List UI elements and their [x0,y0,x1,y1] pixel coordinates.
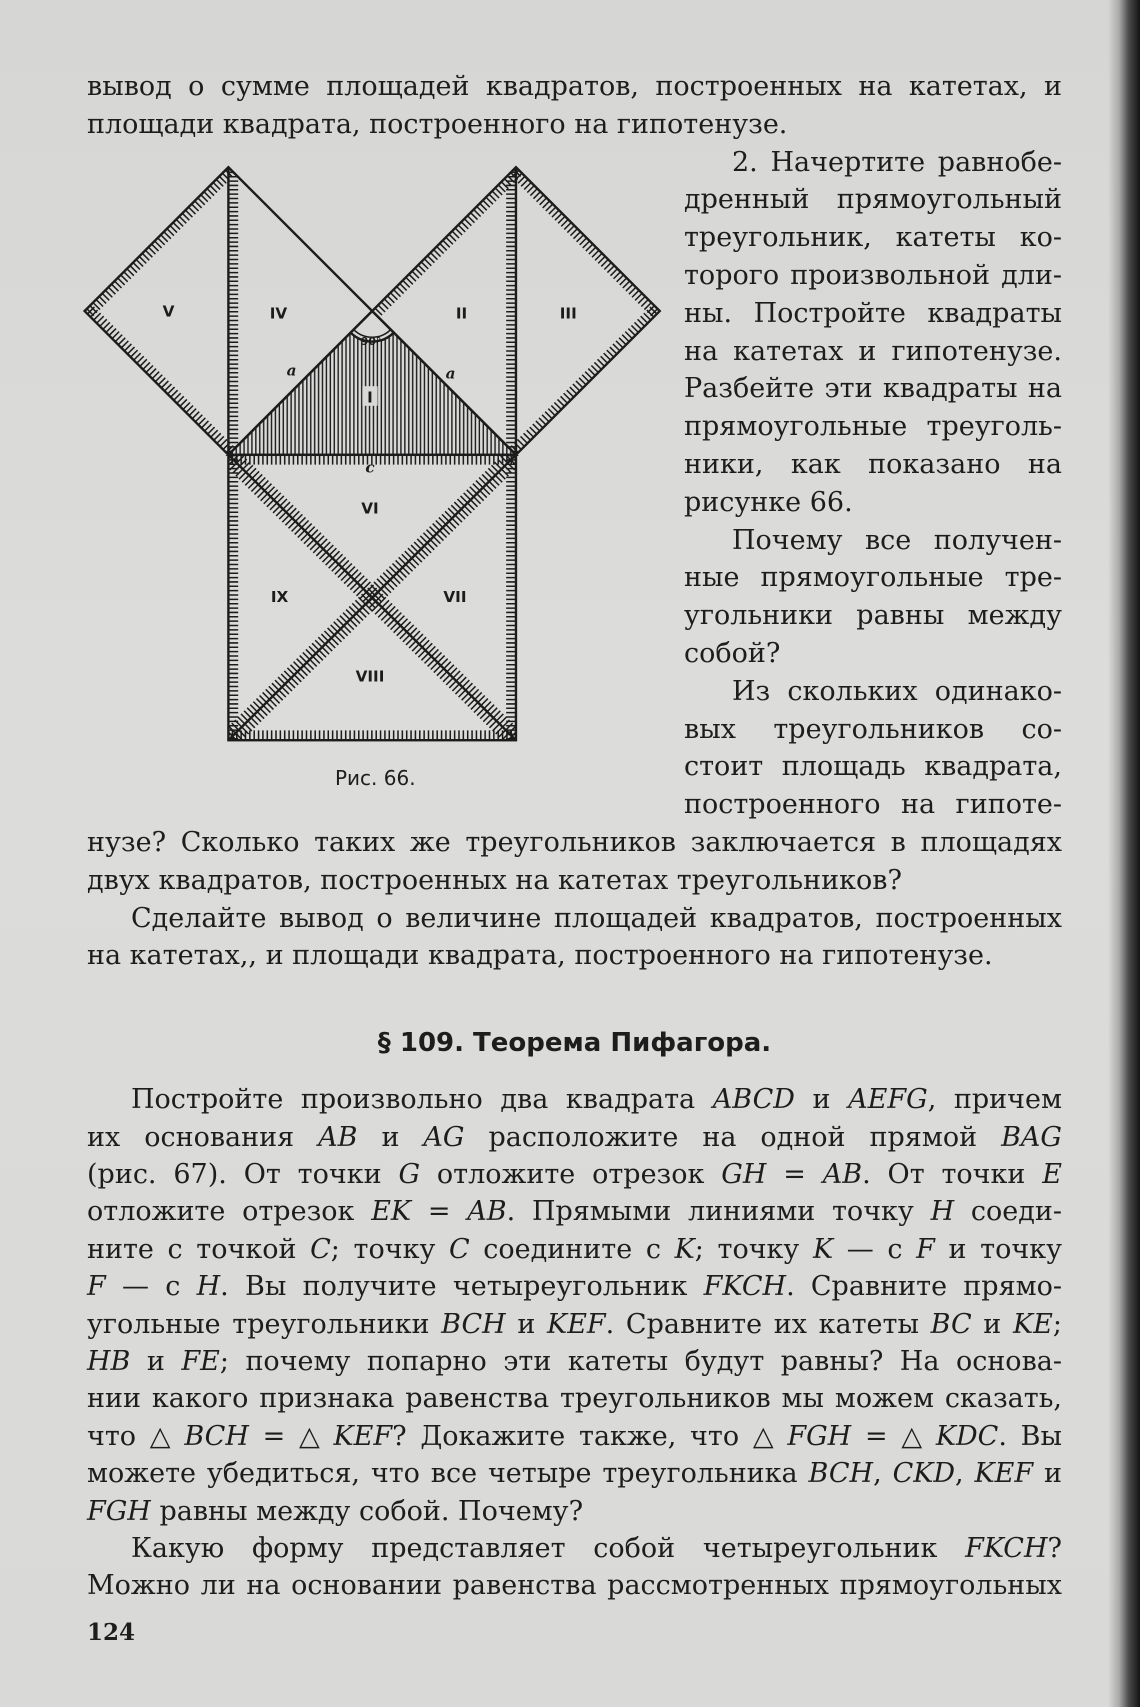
point-name: AEFG [848,1084,928,1116]
text-line: нии какого признака равенства треугольников мы можем сказать, [87,1383,1062,1415]
point-name: KE [1012,1308,1053,1340]
text-line: торого произвольной дли- [684,260,1062,292]
text-line: на катетах и гипотенузе. [684,335,1062,367]
text-line: на катетах,, и площади квадрата, построенного на гипотенузе. [87,940,993,972]
point-name: KEF [333,1420,393,1452]
hatch-rail [84,304,235,455]
figure-caption: Рис. 66. [335,766,416,790]
text-line: вывод о сумме площадей квадратов, построенных на катетах, и [87,71,1062,103]
text-line: нузе? Сколько таких же треугольников заключается в площадях [87,827,1062,859]
text-line: 2. Начертите равнобе- [732,146,1062,178]
text-line: построенного на гипоте- [684,789,1062,821]
right-angle-label: 90° [360,334,382,348]
region-label-ii: II [455,304,468,323]
region-label-vi: VI [361,499,379,518]
text-line: ные прямоугольные тре- [684,562,1062,594]
point-name: K [674,1233,695,1265]
point-name: BAG [1001,1121,1062,1153]
text-line: ните с точкой C; точку C соедините с K; точку K — с F и точку [87,1233,1062,1265]
point-name: FGH [787,1420,852,1452]
point-name: FGH [87,1495,151,1527]
point-name: F [87,1271,106,1303]
point-name: KEF [974,1458,1034,1490]
hypotenuse-label: c [365,458,375,477]
point-name: BCH [808,1458,874,1490]
point-name: G [398,1159,421,1191]
point-name: C [310,1233,331,1265]
text-line: двух квадратов, построенных на катетах треугольников? [87,864,902,896]
hatch-rail [509,304,660,455]
point-name: AB [318,1121,358,1153]
hatch-rail [84,167,235,321]
point-name: BCH [441,1308,506,1340]
hatch-rail [509,167,660,318]
text-line: F — с H. Вы получите четыреугольник FKCH. Сравните прямо- [87,1271,1062,1303]
text-line: ники, как показано на [684,449,1062,481]
text-line: собой? [684,638,781,670]
text-line: Постройте произвольно два квадрата ABCD и AEFG, причем [131,1084,1062,1116]
region-label-vii: VII [443,587,467,606]
point-name: H [196,1271,221,1303]
point-name: C [448,1233,470,1265]
point-name: FKCH [703,1271,787,1303]
text-line: отложите отрезок EK = AB. Прямыми линиями точку H соеди- [87,1196,1062,1228]
right-triangle [228,311,516,455]
region-label-ix: IX [270,587,289,606]
text-line: прямоугольные треуголь- [684,411,1062,443]
text-line: Почему все получен- [732,524,1062,556]
text-line: Можно ли на основании равенства рассмотренных прямоугольных [87,1570,1062,1602]
leg-label-right: a [445,364,456,383]
text-line: Какую форму представляет собой четыреугольник FKCH? [131,1532,1062,1564]
point-name: AG [423,1121,465,1153]
point-name: KEF [547,1308,606,1340]
region-label-iii: III [559,304,577,323]
task-2-continuation [87,824,1062,975]
point-name: F [916,1233,935,1265]
point-name: GH [721,1159,767,1191]
text-line: вых треугольников со- [684,713,1062,745]
figure-66 [65,152,675,762]
task-2-column [684,144,1062,824]
region-label-v: V [162,302,175,321]
text-line: треугольник, катеты ко- [684,222,1062,254]
section-109-text [87,1081,1062,1604]
section-heading: § 109. Теорема Пифагора. [377,1028,772,1058]
point-name: K [812,1233,834,1265]
left-square-hatch [84,163,235,459]
region-label-viii: VIII [355,667,385,686]
text-line: дренный прямоугольный [684,184,1062,216]
text-line: Разбейте эти квадраты на [684,373,1062,405]
text-line: стоит площадь квадрата, [684,751,1062,783]
hypotenuse-square [214,441,530,755]
text-line: Сделайте вывод о величине площадей квадратов, построенных [131,902,1062,934]
point-name: AB [822,1159,863,1191]
text-line: можете убедиться, что все четыре треугольника BCH, CKD, KEF и [87,1458,1063,1490]
leg-label-left: a [286,361,297,380]
point-name: BCH [184,1420,249,1452]
text-line: FGH равны между собой. Почему? [87,1495,584,1527]
point-name: ABCD [712,1084,795,1116]
text-line: ны. Постройте квадраты [684,297,1062,329]
text-line: площади квадрата, построенного на гипотенузе. [87,108,788,140]
hatch-rail [372,167,523,318]
point-name: HB [87,1346,131,1378]
text-line: угольные треугольники BCH и KEF. Сравните их катеты BC и KE; [87,1308,1062,1340]
point-name: FKCH [965,1532,1048,1564]
point-name: BC [930,1308,972,1340]
top-paragraph [87,68,1062,144]
text-line: Из скольких одинако- [732,675,1062,707]
region-label-iv: IV [269,304,288,323]
point-name: E [1042,1159,1062,1191]
text-line: их основания AB и AG расположите на одной прямой BAG [87,1121,1062,1153]
point-name: EK [371,1196,412,1228]
text-line: рисунке 66. [684,486,853,518]
point-name: KDC [935,1420,999,1452]
text-line: (рис. 67). От точки G отложите отрезок GH = AB. От точки E [87,1159,1062,1191]
text-line: что △ BCH = △ KEF? Докажите также, что △ FGH = △ KDC. Вы [87,1420,1062,1452]
text-line: HB и FE; почему попарно эти катеты будут равны? На основа- [87,1346,1062,1378]
page-number: 124 [87,1619,136,1646]
point-name: AB [467,1196,507,1228]
point-name: CKD [892,1458,956,1490]
point-name: H [930,1196,955,1228]
page-binding-shadow [1108,0,1140,1707]
text-line: угольники равны между [684,600,1062,632]
point-name: FE [181,1346,220,1378]
region-label-i: I [367,388,373,407]
